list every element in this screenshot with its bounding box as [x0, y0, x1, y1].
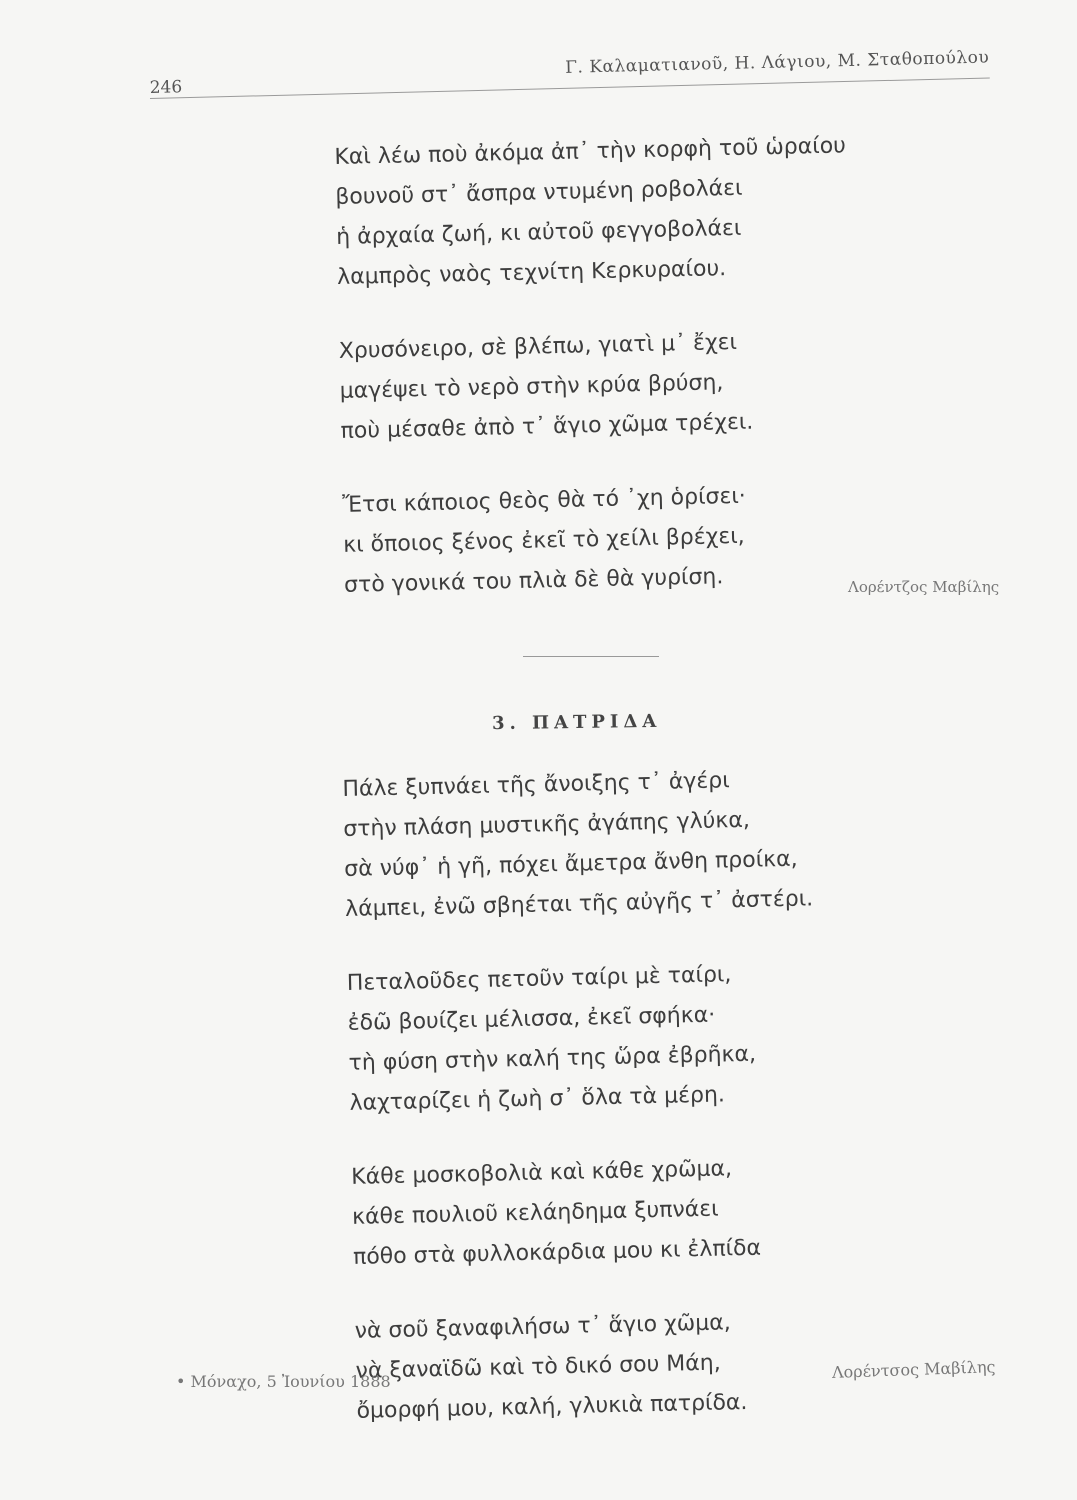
poem-line: λαμπρὸς ναὸς τεχνίτη Κερκυραίου.	[336, 256, 727, 290]
poem-line: κι ὅποιος ξένος ἐκεῖ τὸ χείλι βρέχει,	[342, 523, 745, 558]
poem-line: τὴ φύση στὴν καλή της ὥρα ἐβρῆκα,	[348, 1041, 757, 1076]
poem-line: ἐδῶ βουίζει μέλισσα, ἐκεῖ σφήκα·	[347, 1002, 716, 1036]
poem-line: Πεταλοῦδες πετοῦν ταίρι μὲ ταίρι,	[346, 962, 732, 996]
place-date-note: • Μόναχο, 5 Ἰουνίου 1888	[176, 1372, 391, 1391]
poem-line: λαχταρίζει ἡ ζωὴ σ᾽ ὅλα τὰ μέρη.	[349, 1082, 726, 1116]
poem-2-signature: Λορέντσος Μαβίλης	[831, 1357, 996, 1382]
stanza	[346, 953, 818, 1124]
page-header	[149, 47, 990, 99]
stanza	[351, 1147, 822, 1278]
stanza	[342, 474, 856, 606]
poem-line: Ἔτσι κάποιος θεὸς θὰ τό ᾽χη ὁρίσει·	[342, 483, 747, 518]
poem-line: βουνοῦ στ᾽ ἄσπρα ντυμένη ροβολάει	[335, 175, 743, 210]
poem-1-signature: Λορέντζος Μαβίλης	[848, 578, 1000, 596]
section-title: 3. ΠΑΤΡΙΔΑ	[491, 710, 662, 735]
section-divider	[523, 656, 659, 657]
poem-line: ποὺ μέσαθε ἀπὸ τ᾽ ἅγιο χῶμα τρέχει.	[340, 409, 754, 444]
poem-line: Χρυσόνειρο, σὲ βλέπω, γιατὶ μ᾽ ἔχει	[338, 329, 738, 364]
stanza	[338, 320, 852, 452]
poem-line: ἡ ἀρχαία ζωή, κι αὐτοῦ φεγγοβολάει	[335, 215, 742, 250]
stanza	[354, 1301, 825, 1432]
poem-line: στὴν πλάση μυστικῆς ἀγάπης γλύκα,	[343, 807, 751, 842]
poem-line: στὸ γονικά του πλιὰ δὲ θὰ γυρίση.	[343, 564, 724, 598]
poem-line: μαγέψει τὸ νερὸ στὴν κρύα βρύση,	[339, 370, 724, 404]
poem-line: ὄμορφή μου, καλή, γλυκιὰ πατρίδα.	[356, 1389, 748, 1424]
running-head: Γ. Καλαματιανοῦ, Η. Λάγιου, Μ. Σταθοπούλου	[565, 47, 990, 78]
poem-line: Κάθε μοσκοβολιὰ καὶ κάθε χρῶμα,	[350, 1156, 733, 1190]
poem-2	[342, 759, 826, 1465]
stanza	[334, 126, 849, 298]
poem-line: Καὶ λέω ποὺ ἀκόμα ἀπ᾽ τὴν κορφὴ τοῦ ὡραίου	[334, 133, 847, 170]
poem-line: σὰ νύφ᾽ ἡ γῆ, πόχει ἄμετρα ἄνθη προίκα,	[343, 846, 798, 882]
poem-line: νὰ ξαναϊδῶ καὶ τὸ δικό σου Μάη,	[355, 1350, 721, 1384]
page-number: 246	[149, 77, 183, 99]
poem-line: νὰ σοῦ ξαναφιλήσω τ᾽ ἅγιο χῶμα,	[354, 1310, 731, 1344]
poem-line: πόθο στὰ φυλλοκάρδια μου κι ἐλπίδα	[352, 1235, 762, 1270]
poem-line: λάμπει, ἐνῶ σβηέται τῆς αὐγῆς τ᾽ ἀστέρι.	[344, 886, 814, 922]
poem-line: κάθε πουλιοῦ κελάηδημα ξυπνάει	[351, 1196, 719, 1230]
poem-line: Πάλε ξυπνάει τῆς ἄνοιξης τ᾽ ἀγέρι	[342, 768, 730, 802]
stanza	[342, 759, 814, 930]
poem-1	[334, 126, 857, 639]
